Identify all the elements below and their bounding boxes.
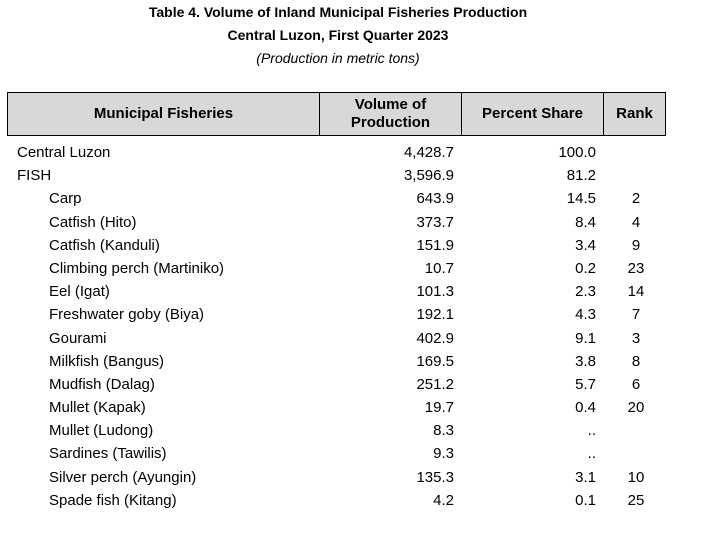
row-name: Eel (Igat) xyxy=(49,283,110,301)
row-name: Central Luzon xyxy=(17,144,111,161)
row-volume: 169.5 xyxy=(416,352,454,370)
row-percent-share: .. xyxy=(587,422,596,440)
row-percent-share: 2.3 xyxy=(575,283,596,301)
row-rank: 20 xyxy=(627,399,645,417)
row-volume: 135.3 xyxy=(416,468,454,486)
table-row xyxy=(0,187,718,210)
row-percent-share: .. xyxy=(587,445,596,463)
table-row xyxy=(0,234,718,257)
table-body xyxy=(0,141,718,512)
header-volume-of-production xyxy=(320,93,462,135)
table-row xyxy=(0,466,718,489)
row-name: Sardines (Tawilis) xyxy=(49,445,167,463)
row-percent-share: 0.1 xyxy=(575,491,596,509)
row-name: Gourami xyxy=(49,329,107,347)
row-percent-share: 81.2 xyxy=(566,167,596,185)
table-row xyxy=(0,419,718,442)
row-name: Mullet (Kapak) xyxy=(49,399,146,417)
table-row xyxy=(0,141,718,164)
row-rank: 10 xyxy=(627,468,645,486)
row-rank: 9 xyxy=(631,236,641,254)
table-row xyxy=(0,211,718,234)
table-row xyxy=(0,396,718,419)
row-name: FISH xyxy=(17,167,52,185)
row-name: Silver perch (Ayungin) xyxy=(49,468,197,486)
table-row xyxy=(0,489,718,512)
row-percent-share: 3.4 xyxy=(575,236,596,254)
row-volume: 4.2 xyxy=(433,491,454,509)
row-volume: 10.7 xyxy=(424,259,454,277)
header-volume-line1: Volume of xyxy=(354,96,427,113)
row-percent-share: 3.8 xyxy=(575,352,596,370)
row-name: Mullet (Ludong) xyxy=(49,422,154,440)
row-volume: 4,428.7 xyxy=(403,144,454,161)
row-percent-share: 0.4 xyxy=(575,399,596,417)
row-name: Catfish (Hito) xyxy=(49,213,137,231)
row-percent-share: 9.1 xyxy=(575,329,596,347)
row-volume: 8.3 xyxy=(433,422,454,440)
header-percent-share: Percent Share xyxy=(462,93,604,135)
row-percent-share: 4.3 xyxy=(575,306,596,324)
row-volume: 101.3 xyxy=(416,283,454,301)
row-rank: 3 xyxy=(631,329,641,347)
row-percent-share: 14.5 xyxy=(566,190,596,208)
row-name: Climbing perch (Martiniko) xyxy=(49,259,225,277)
row-name: Catfish (Kanduli) xyxy=(49,236,160,254)
row-volume: 9.3 xyxy=(433,445,454,463)
row-volume: 402.9 xyxy=(416,329,454,347)
table-row xyxy=(0,164,718,187)
row-rank: 7 xyxy=(631,306,641,324)
row-volume: 251.2 xyxy=(416,375,454,393)
row-volume: 643.9 xyxy=(416,190,454,208)
row-name: Mudfish (Dalag) xyxy=(49,375,155,393)
row-name: Freshwater goby (Biya) xyxy=(49,306,205,324)
header-volume-line2: Production xyxy=(350,114,431,131)
table-unit-note: (Production in metric tons) xyxy=(256,50,420,66)
row-volume: 151.9 xyxy=(416,236,454,254)
row-rank: 2 xyxy=(631,190,641,208)
table-row xyxy=(0,373,718,396)
header-municipal-fisheries: Municipal Fisheries xyxy=(8,93,320,135)
table-row xyxy=(0,442,718,465)
table-row xyxy=(0,257,718,280)
header-rank: Rank xyxy=(616,105,653,122)
row-rank: 8 xyxy=(631,352,641,370)
table-header xyxy=(7,92,666,136)
row-name: Carp xyxy=(49,190,82,208)
row-name: Spade fish (Kitang) xyxy=(49,491,177,509)
row-rank: 23 xyxy=(627,259,645,277)
row-rank: 6 xyxy=(631,375,641,393)
row-name: Milkfish (Bangus) xyxy=(49,352,165,370)
row-percent-share: 5.7 xyxy=(575,375,596,393)
table-row xyxy=(0,350,718,373)
table-row xyxy=(0,327,718,350)
row-rank: 25 xyxy=(627,491,645,509)
row-percent-share: 100.0 xyxy=(558,144,596,161)
row-volume: 373.7 xyxy=(416,213,454,231)
row-rank: 4 xyxy=(631,213,641,231)
row-rank: 14 xyxy=(627,283,645,301)
row-percent-share: 8.4 xyxy=(575,213,596,231)
table-row xyxy=(0,280,718,303)
row-percent-share: 0.2 xyxy=(575,259,596,277)
table-row xyxy=(0,303,718,326)
row-volume: 19.7 xyxy=(424,399,454,417)
table-subtitle: Central Luzon, First Quarter 2023 xyxy=(227,27,449,43)
row-volume: 3,596.9 xyxy=(403,167,454,185)
table-title: Table 4. Volume of Inland Municipal Fisheries Production xyxy=(148,4,528,20)
row-volume: 192.1 xyxy=(416,306,454,324)
row-percent-share: 3.1 xyxy=(575,468,596,486)
